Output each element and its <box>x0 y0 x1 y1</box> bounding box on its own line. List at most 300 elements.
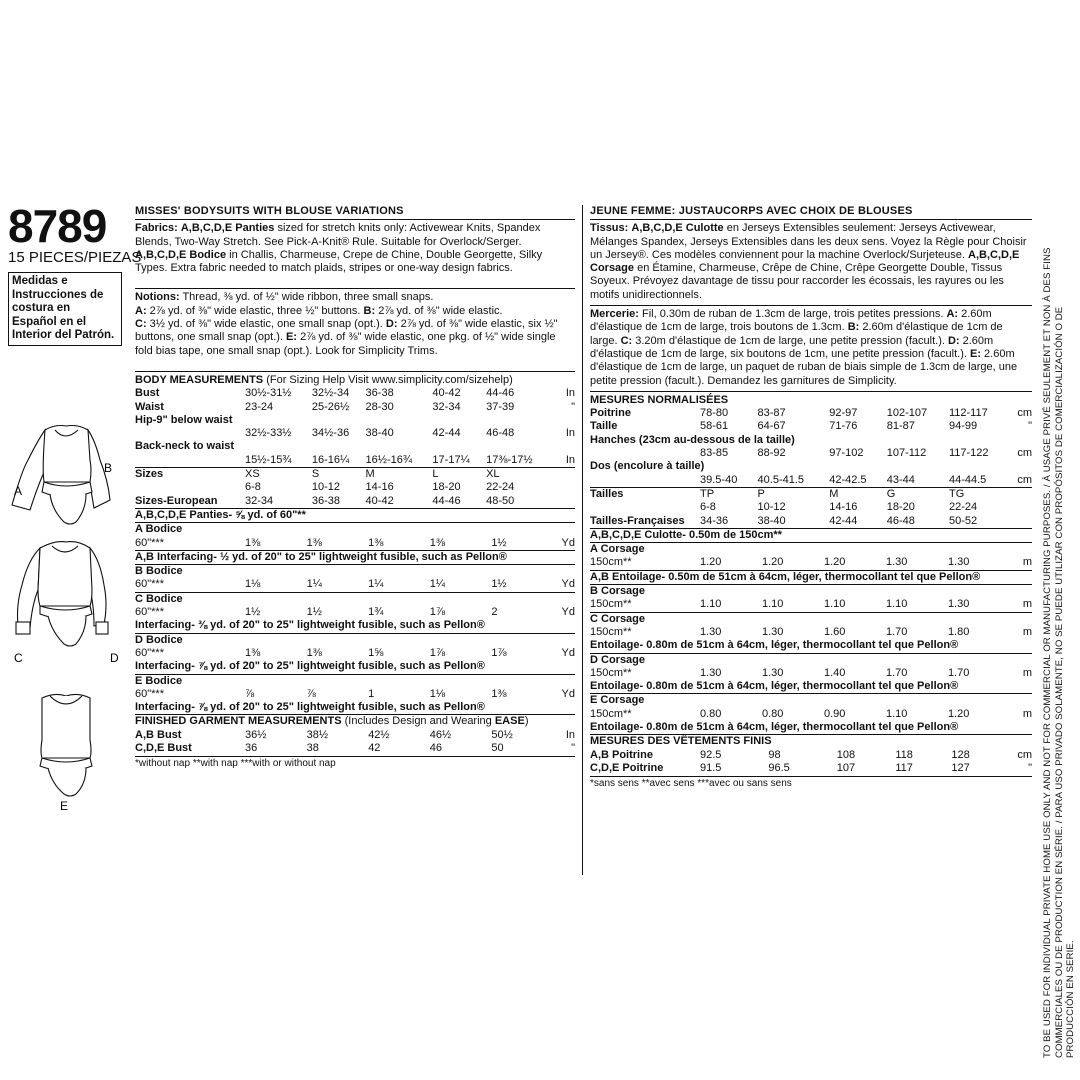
fabrics-panties-lead: A,B,C,D,E Panties <box>180 222 275 235</box>
unit: Yd <box>561 578 575 591</box>
size-value: 1.70 <box>885 625 908 638</box>
size-value: 1.20 <box>947 707 970 720</box>
pattern-number: 8789 <box>8 200 107 252</box>
size-value: 23-24 <box>245 400 274 413</box>
row-label: Tailles-Françaises <box>590 514 685 527</box>
unit: " <box>571 400 575 413</box>
mercerie-a-text: 2.60m d'élastique de 1cm de large, trois boutons de 1.3cm. <box>590 308 992 334</box>
fabrics-panties-text: sized for stretch knits only: Activewear Knits, Spandex Blends, Two-Way Stretch. See Pick-A-Knit® Rule. Suitable for Overlock/Serger. <box>135 222 541 248</box>
size-value: 102-107 <box>886 407 928 420</box>
sketch-view-ab <box>12 426 113 525</box>
size-value: 38½ <box>306 728 329 741</box>
notions-c-text: 3½ yd. of ⅜" wide elastic, one small snap (opt.). <box>146 318 386 331</box>
size-value: 42 <box>368 741 381 754</box>
row-text: C Corsage <box>590 612 1032 626</box>
unit: m <box>1022 556 1032 569</box>
row-label: A,B Poitrine <box>590 748 653 761</box>
table-row <box>135 414 575 427</box>
unit <box>1010 487 1032 501</box>
garment-sketches <box>0 400 130 820</box>
unit <box>553 468 575 482</box>
row-label <box>135 481 245 494</box>
table-row <box>590 762 1032 775</box>
size-value: 107-112 <box>886 447 927 460</box>
size-value: 37-39 <box>486 400 515 413</box>
size-value: 44-44.5 <box>948 473 987 486</box>
fabrics-section <box>135 222 575 289</box>
tissus-section <box>590 222 1032 306</box>
table-row <box>135 440 575 453</box>
size-value: 32½-34 <box>311 387 350 400</box>
row-label <box>590 447 700 460</box>
fig-label-a: A <box>14 484 23 498</box>
size-value: XL <box>486 468 553 482</box>
table-row <box>590 501 1032 514</box>
table-row <box>590 653 1032 667</box>
size-value: 1.10 <box>700 598 722 611</box>
table-row <box>135 550 575 564</box>
size-value: 46½ <box>429 728 452 741</box>
size-value: 43-44 <box>886 473 915 486</box>
size-value: XS <box>245 468 312 482</box>
mercerie-b-text: 2.60m d'élastique de 1cm de large. <box>590 321 1003 347</box>
unit: Yd <box>561 687 575 700</box>
mercerie-text: Fil, 0.30m de ruban de 1.3cm de large, trois petites pressions. <box>638 308 947 321</box>
row-label: Sizes-European <box>135 494 218 507</box>
row-label: 150cm** <box>590 556 632 569</box>
size-value: 14-16 <box>829 501 858 514</box>
size-value: 118 <box>895 748 913 761</box>
size-value: 58-61 <box>700 420 729 433</box>
size-value: 1⅜ <box>491 687 507 700</box>
fig-label-e: E <box>60 799 69 813</box>
en-footnote: *without nap **with nap ***with or without nap <box>135 756 575 770</box>
fig-label-b: B <box>104 461 113 475</box>
table-row <box>590 585 1032 599</box>
size-value: 22-24 <box>948 501 978 514</box>
fr-yardage-table <box>590 528 1032 734</box>
table-row <box>135 592 575 606</box>
size-value: 92-97 <box>829 407 858 420</box>
row-label: 60"*** <box>135 606 164 619</box>
size-value: 71-76 <box>829 420 858 433</box>
row-text: B Corsage <box>590 585 1032 599</box>
size-value: 32-34 <box>432 400 461 413</box>
column-divider <box>582 205 583 875</box>
size-value: 64-67 <box>757 420 786 433</box>
size-value: 1⅞ <box>429 606 446 619</box>
row-text: Entoilage- 0.80m de 51cm à 64cm, léger, thermocollant tel que Pellon® <box>590 720 959 733</box>
size-value: 18-20 <box>432 481 461 494</box>
row-text: Hanches (23cm au-dessous de la taille) <box>590 433 795 446</box>
table-row <box>135 468 575 482</box>
size-value: 97-102 <box>829 447 864 460</box>
mercerie-b-lead: B: <box>847 321 860 334</box>
table-row <box>590 528 1032 542</box>
fabrics-bodice-lead: A,B,C,D,E Bodice <box>135 248 227 261</box>
size-value: TP <box>700 487 758 501</box>
size-value: 1¼ <box>368 578 384 591</box>
table-row <box>590 487 1032 501</box>
table-row <box>135 454 575 468</box>
french-title: JEUNE FEMME: JUSTAUCORPS AVEC CHOIX DE BLOUSES <box>590 205 1032 220</box>
size-value: 46-48 <box>886 514 915 527</box>
size-value: 36-38 <box>365 387 394 400</box>
size-value: 17-17¼ <box>432 453 470 466</box>
size-value: 1⅛ <box>245 578 261 591</box>
size-value: 112-117 <box>948 407 988 420</box>
size-value: 96.5 <box>768 761 790 774</box>
row-label: 150cm** <box>590 625 632 638</box>
table-row <box>135 633 575 647</box>
table-row <box>590 570 1032 584</box>
size-value: 1.10 <box>761 598 784 611</box>
table-row <box>590 598 1032 612</box>
unit: cm <box>1017 748 1032 761</box>
size-value: 1.20 <box>700 556 722 569</box>
notions-text: Thread, ⅜ yd. of ½" wide ribbon, three small snaps. <box>179 291 434 304</box>
fig-label-d: D <box>110 651 119 665</box>
size-value: 1.60 <box>823 625 846 638</box>
size-value: 36-38 <box>311 494 341 507</box>
fr-finished-header <box>590 734 1032 748</box>
table-row <box>135 523 575 537</box>
row-text: A Corsage <box>590 543 1032 557</box>
size-value: 1½ <box>491 536 507 549</box>
size-value: 1.30 <box>761 625 784 638</box>
spanish-note-box: Medidas e Instrucciones de costura en Español en el Interior del Patrón. <box>8 272 122 346</box>
table-row <box>135 401 575 414</box>
body-measurements-header <box>135 374 575 387</box>
unit: " <box>1028 420 1032 433</box>
row-label: C,D,E Bust <box>135 741 192 754</box>
size-value: 18-20 <box>886 501 915 514</box>
size-value: 117 <box>895 761 913 774</box>
size-value: 0.80 <box>761 707 784 720</box>
unit: m <box>1022 625 1032 638</box>
mesures-title: MESURES NORMALISÉES <box>590 393 729 406</box>
row-label: 150cm** <box>590 598 632 611</box>
unit: m <box>1022 707 1032 720</box>
tissus-culotte-lead: A,B,C,D,E Culotte <box>631 222 724 235</box>
notions-d-lead: D: <box>385 318 398 331</box>
size-value: P <box>758 487 830 501</box>
size-value: 22-24 <box>486 481 515 494</box>
row-text: Hip-9" below waist <box>135 413 233 426</box>
size-value: 108 <box>836 748 856 761</box>
size-value: 50-52 <box>948 514 978 527</box>
mercerie-section <box>590 308 1032 392</box>
en-body-table <box>135 387 575 508</box>
row-label: 150cm** <box>590 666 632 679</box>
size-value: TG <box>949 487 1010 501</box>
notions-section <box>135 291 575 371</box>
tissus-culotte-text: en Jerseys Extensibles seulement: Jerseys Activewear, Mélanges Spandex, Jerseys Extensibles dans les deux sens. Voyez la Règle pour Choisir un Jersey®. Ces modèles conviennent pour la machine Overlock/Surjeteuse. <box>590 222 1027 261</box>
unit: Yd <box>561 646 575 659</box>
size-value: 1⅜ <box>306 536 322 549</box>
table-row <box>135 537 575 551</box>
table-row <box>135 742 575 755</box>
fabrics-label: Fabrics: <box>135 222 178 235</box>
size-value: 36½ <box>245 728 267 741</box>
row-text: Dos (encolure à taille) <box>590 460 705 473</box>
row-label: 150cm** <box>590 707 632 720</box>
unit: m <box>1022 598 1032 611</box>
size-value: 1.70 <box>885 666 908 679</box>
size-value: 0.80 <box>700 707 722 720</box>
table-row <box>135 481 575 494</box>
size-value: 1⅝ <box>368 646 384 659</box>
unit: Yd <box>561 536 575 549</box>
table-row <box>590 639 1032 653</box>
legal-line-2: COMMERCIALES OU DE PRODUCTION EN SÉRIE. / PARA USO PRIVADO SOLAMENTE, NO SE PUEDE UTILIZAR CON PROPÓSITOS DE COMERCIALIZACIÓN O DE PRODUCCIÓN EN SERIE. <box>1053 306 1076 1058</box>
notions-e-lead: E: <box>286 331 298 344</box>
table-row <box>135 701 575 714</box>
size-value: 91.5 <box>700 761 722 774</box>
unit <box>1010 515 1032 528</box>
table-row <box>590 708 1032 721</box>
size-value: M <box>366 468 433 482</box>
size-value: 1 <box>368 687 375 700</box>
size-value: 1.30 <box>947 598 970 611</box>
size-value: 36 <box>245 741 258 754</box>
unit: " <box>1028 761 1032 774</box>
notions-e-text: 2⅞ yd. of ⅜" wide elastic, one pkg. of ½" wide single fold bias tape, one small snap (opt.). Look for Simplicity Trims. <box>135 331 556 357</box>
table-row <box>135 427 575 440</box>
size-value: 1.20 <box>823 556 846 569</box>
notions-d-text: 2⅞ yd. of ⅜" wide elastic, six ½" buttons, one small snap (opt.). <box>135 318 558 344</box>
fr-finished-title: MESURES DES VÊTEMENTS FINIS <box>590 735 772 748</box>
table-row <box>135 660 575 674</box>
fr-body-table <box>590 407 1032 528</box>
size-value: 39.5-40 <box>700 473 738 486</box>
body-measurements-title: BODY MEASUREMENTS <box>135 373 264 386</box>
notions-a-text: 2⅞ yd. of ⅜" wide elastic, three ½" buttons. <box>146 304 364 317</box>
finished-header <box>135 714 575 728</box>
size-value: 1.80 <box>947 625 970 638</box>
size-value: 30½-31½ <box>245 387 292 400</box>
unit <box>1010 501 1032 514</box>
size-value: 1.10 <box>823 598 846 611</box>
size-value: 6-8 <box>700 501 716 514</box>
size-value: 38 <box>306 741 319 754</box>
size-value: 1¼ <box>429 578 446 591</box>
size-value: 1⅜ <box>368 536 384 549</box>
size-value: 83-87 <box>757 407 786 420</box>
size-value: 50½ <box>491 728 513 741</box>
mercerie-d-lead: D: <box>947 334 960 347</box>
table-row <box>135 729 575 742</box>
table-row <box>590 721 1032 734</box>
size-value: 88-92 <box>757 447 786 460</box>
size-value: 42½ <box>368 728 390 741</box>
size-value: 16-16¼ <box>311 453 350 466</box>
size-value: 32½-33½ <box>245 427 292 440</box>
size-value: 6-8 <box>245 481 261 494</box>
finished-title: FINISHED GARMENT MEASUREMENTS <box>135 715 342 728</box>
size-value: 46-48 <box>486 427 515 440</box>
size-value: 1.30 <box>885 556 908 569</box>
unit: " <box>571 741 575 754</box>
size-value: 42-44 <box>432 427 461 440</box>
size-value: 83-85 <box>700 447 729 460</box>
size-value: 42-44 <box>829 514 858 527</box>
size-value: 78-80 <box>700 407 729 420</box>
finished-ease: EASE <box>494 715 525 728</box>
table-row <box>590 626 1032 639</box>
unit: In <box>565 387 575 400</box>
table-row <box>135 674 575 688</box>
size-value: 1⅞ <box>491 646 507 659</box>
row-text: E Bodice <box>135 674 575 688</box>
size-value: 17⅜-17½ <box>486 453 533 466</box>
size-value: 1¼ <box>306 578 322 591</box>
notions-c-lead: C: <box>135 318 147 331</box>
notions-a-lead: A: <box>135 304 147 317</box>
size-value: 1.30 <box>761 666 784 679</box>
size-value: 1⅛ <box>429 687 446 700</box>
french-column <box>590 205 1032 790</box>
size-value: ⅞ <box>245 687 255 700</box>
size-value: 34½-36 <box>311 427 350 440</box>
table-row <box>590 474 1032 488</box>
size-value: 1⅜ <box>245 536 261 549</box>
size-value: ⅞ <box>306 687 316 700</box>
table-row <box>590 543 1032 557</box>
table-row <box>135 495 575 508</box>
size-value: 34-36 <box>700 514 729 527</box>
unit: In <box>565 453 575 466</box>
finished-close: ) <box>524 715 529 728</box>
size-value: 44-46 <box>432 494 461 507</box>
table-row <box>590 680 1032 694</box>
size-value: 98 <box>768 748 781 761</box>
size-value: 1.40 <box>823 666 846 679</box>
fr-footnote: *sans sens **avec sens ***avec ou sans sens <box>590 776 1032 790</box>
mercerie-e-lead: E: <box>969 347 981 360</box>
table-row <box>590 460 1032 473</box>
size-value: 48-50 <box>486 494 515 507</box>
size-value: 46 <box>429 741 443 754</box>
size-value: 1⅜ <box>429 536 446 549</box>
row-label: Sizes <box>135 468 245 482</box>
size-value: 1.10 <box>885 598 908 611</box>
table-row <box>135 508 575 522</box>
size-value: 1.30 <box>700 666 722 679</box>
row-label: A,B Bust <box>135 728 182 741</box>
row-label: Waist <box>135 400 164 413</box>
mercerie-c-lead: C: <box>620 334 633 347</box>
size-value: 1⅜ <box>306 646 322 659</box>
size-value: 50 <box>491 741 504 754</box>
size-value: 40-42 <box>365 494 394 507</box>
row-text: B Bodice <box>135 565 575 579</box>
table-row <box>135 578 575 592</box>
table-row <box>590 694 1032 708</box>
row-text: C Bodice <box>135 592 575 606</box>
tissus-label: Tissus: <box>590 222 629 235</box>
size-value: 94-99 <box>948 420 978 433</box>
table-row <box>590 447 1032 460</box>
size-value: 1.70 <box>947 666 970 679</box>
row-text: A,B,C,D,E Panties- ⅝ yd. of 60"** <box>135 508 575 522</box>
size-value: 42-42.5 <box>829 473 867 486</box>
row-label <box>590 474 700 488</box>
size-value: 1½ <box>306 606 322 619</box>
tissus-corsage-text: en Étamine, Charmeuse, Crêpe de Chine, Crêpe Georgette Double, Tissus Soyeux. Prévoyez davantage de tissu pour raccorder les écossais, les rayures ou les motifs unidirectionnels. <box>590 262 1004 301</box>
size-value: 127 <box>951 761 970 774</box>
mercerie-d-text: 2.60m d'élastique de 1cm de large, six boutons de 1cm, une petite pression (facult.). <box>590 334 994 360</box>
table-row <box>135 606 575 619</box>
sketch-view-cd <box>16 542 108 646</box>
row-label <box>135 427 245 440</box>
row-label: C,D,E Poitrine <box>590 761 664 774</box>
size-value: 32-34 <box>245 494 274 507</box>
size-value: 1⅞ <box>429 646 446 659</box>
fr-finished-table <box>590 749 1032 776</box>
size-value: 10-12 <box>311 481 341 494</box>
notions-b-lead: B: <box>363 304 376 317</box>
size-value: 40.5-41.5 <box>757 473 805 486</box>
size-value: 28-30 <box>365 400 394 413</box>
size-value: 2 <box>491 606 498 619</box>
row-label: 60"*** <box>135 646 164 659</box>
size-value: 1.10 <box>885 707 908 720</box>
unit: In <box>565 728 575 741</box>
row-label: 60"*** <box>135 536 164 549</box>
unit <box>553 481 575 494</box>
row-label <box>135 454 245 468</box>
mercerie-a-lead: A: <box>946 308 959 321</box>
size-value: 16½-16¾ <box>365 453 413 466</box>
row-text: Entoilage- 0.80m de 51cm à 64cm, léger, thermocollant tel que Pellon® <box>590 639 959 652</box>
table-row <box>590 612 1032 626</box>
table-row <box>590 515 1032 528</box>
legal-line-1: TO BE USED FOR INDIVIDUAL PRIVATE HOME USE ONLY AND NOT FOR COMMERCIAL OR MANUFACTURING PURPOSES. / À USAGE PRIVÉ SEULEMENT ET NON À DES FINS <box>1042 247 1053 1058</box>
size-value: 14-16 <box>365 481 394 494</box>
english-column <box>135 205 575 771</box>
size-value: 92.5 <box>700 748 722 761</box>
row-label: Bust <box>135 387 160 400</box>
legal-notice <box>1042 238 1077 1058</box>
size-value: L <box>432 468 486 482</box>
unit: In <box>565 427 575 440</box>
table-row <box>590 407 1032 420</box>
row-label: Taille <box>590 420 618 433</box>
mercerie-e-text: 2.60m d'élastique de 1cm de large, un paquet de ruban de biais simple de 1.3cm de large, une petite pression (facult.). Demandez les garnitures de Simplicity. <box>590 347 1018 387</box>
row-text: Interfacing- ⅞ yd. of 20" to 25" lightweight fusible, such as Pellon® <box>135 660 485 673</box>
size-value: 1½ <box>245 606 261 619</box>
size-value: 1½ <box>491 578 507 591</box>
row-text: A Bodice <box>135 523 575 537</box>
size-value: G <box>887 487 949 501</box>
table-row <box>590 420 1032 433</box>
notions-label: Notions: <box>135 291 180 304</box>
row-text: Entoilage- 0.80m de 51cm à 64cm, léger, thermocollant tel que Pellon® <box>590 680 959 693</box>
size-value: M <box>829 487 887 501</box>
unit: cm <box>1017 447 1032 460</box>
unit: m <box>1022 666 1032 679</box>
pieces-count: 15 PIECES/PIEZAS <box>8 249 142 266</box>
table-row <box>135 688 575 701</box>
size-value: 117-122 <box>948 447 989 460</box>
row-text: A,B Entoilage- 0.50m de 51cm à 64cm, léger, thermocollant tel que Pellon® <box>590 570 1032 584</box>
row-label: 60"*** <box>135 578 164 591</box>
en-yardage-table <box>135 508 575 714</box>
row-text: D Bodice <box>135 633 575 647</box>
table-row <box>590 556 1032 570</box>
row-text: D Corsage <box>590 653 1032 667</box>
